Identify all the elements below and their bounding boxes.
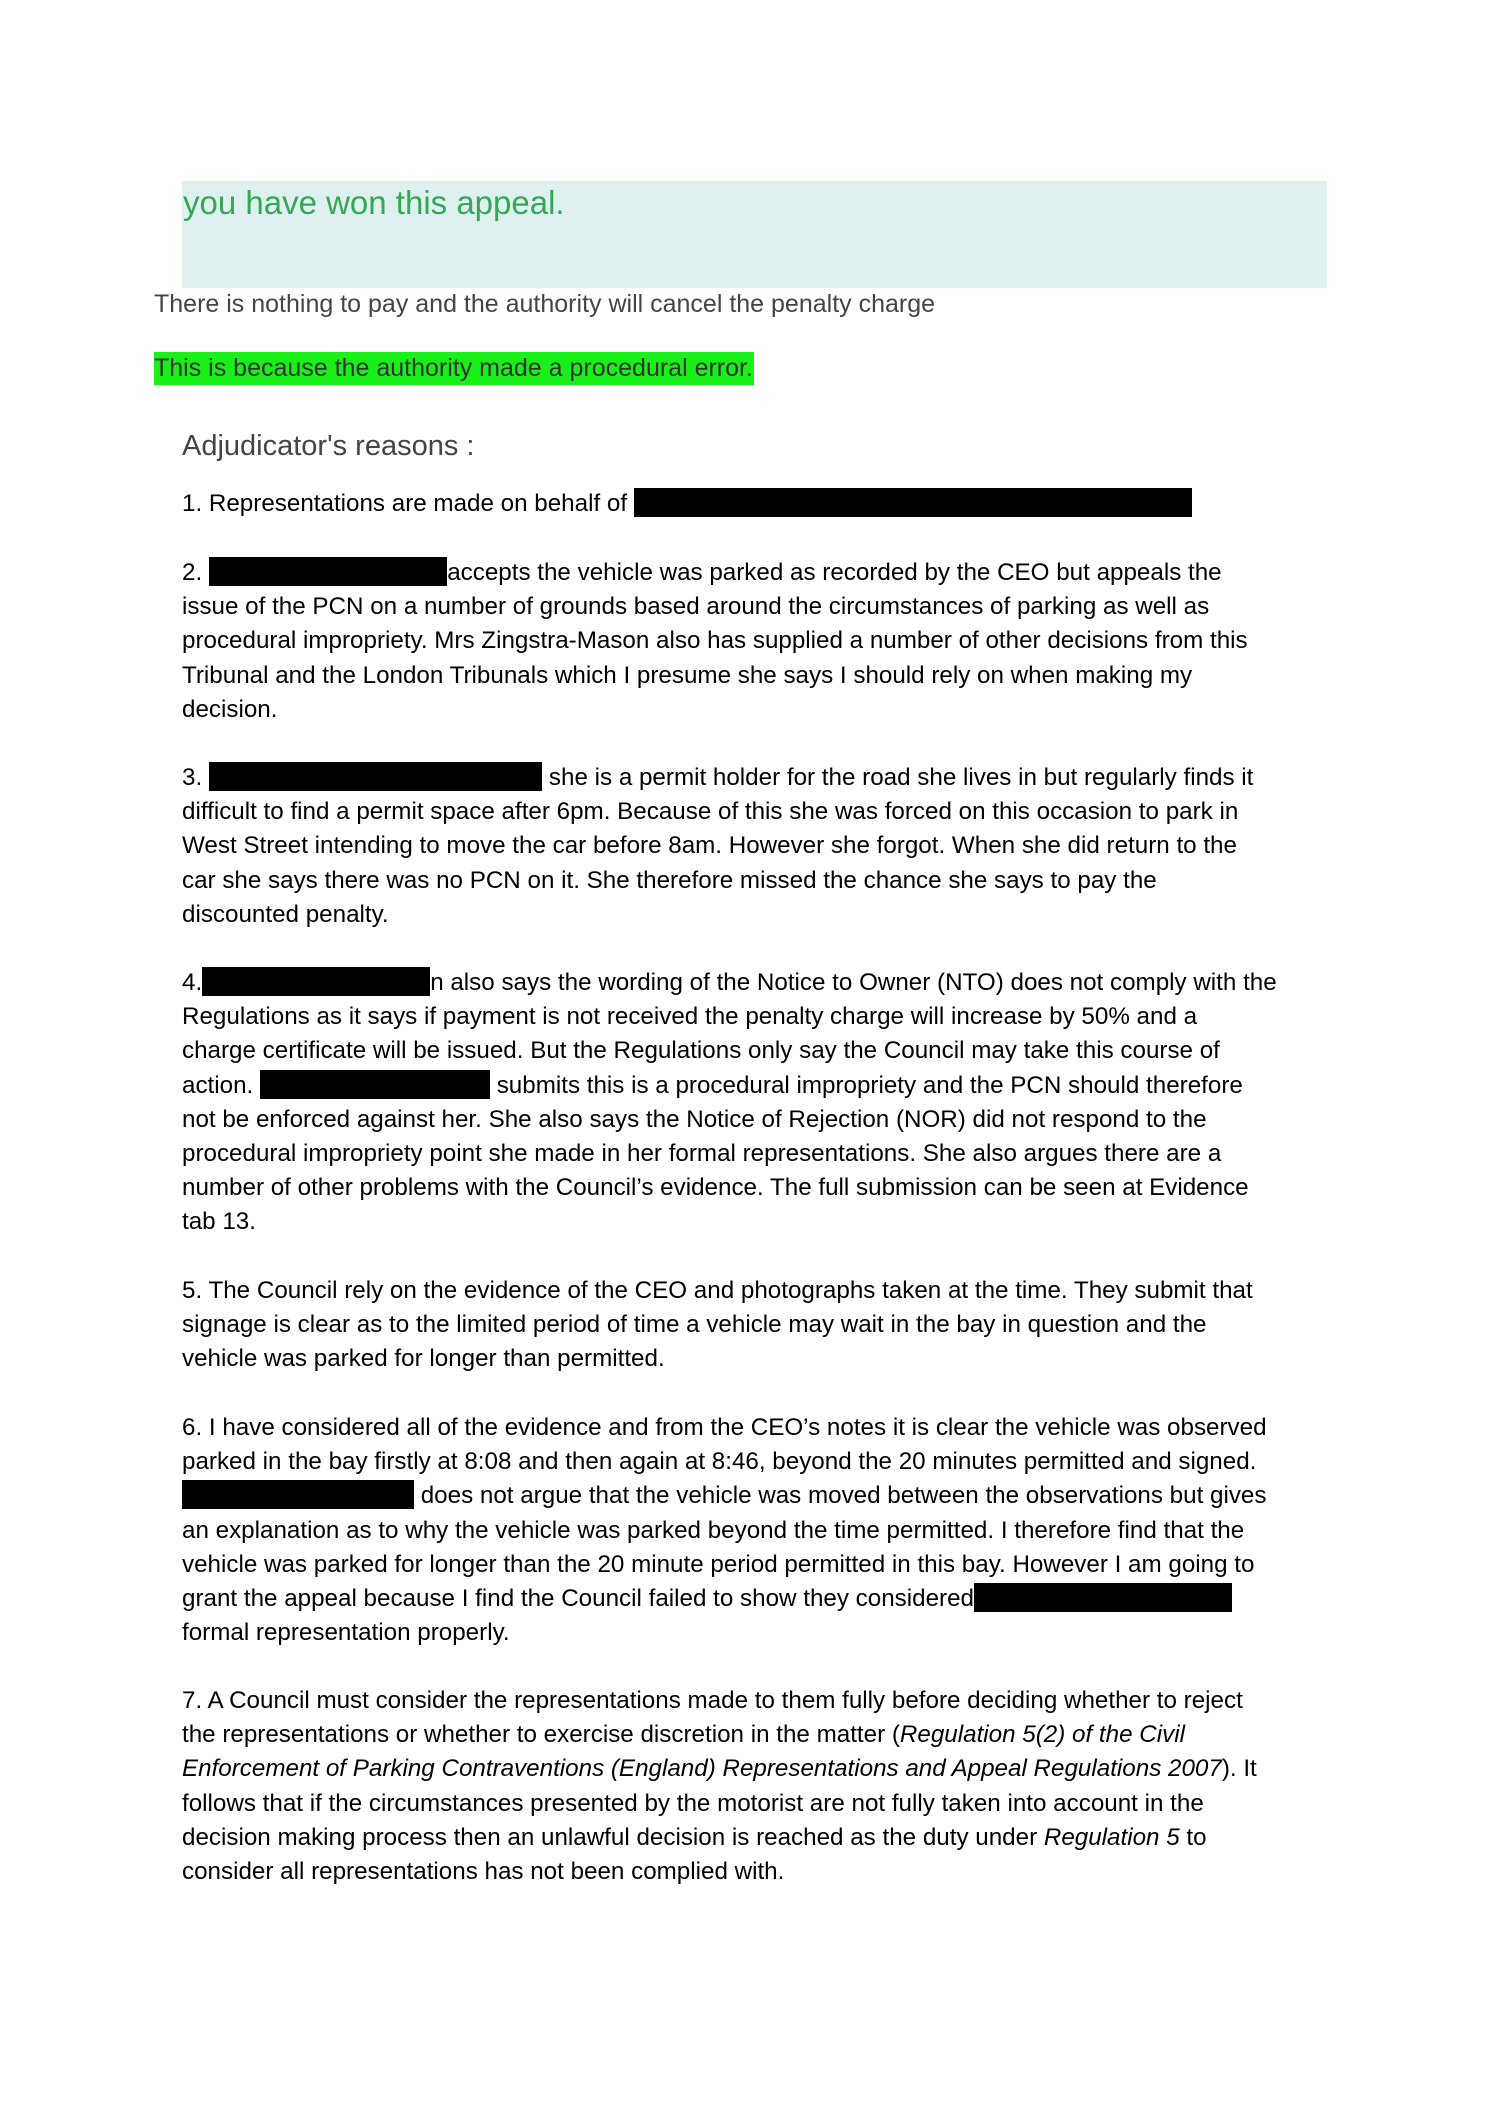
paragraph-line: decision making process then an unlawful decision is reached as the duty under [182,1823,1044,1851]
paragraph-line: tab 13. [182,1208,256,1236]
paragraph-line: action. [182,1071,260,1099]
nothing-to-pay-text: There is nothing to pay and the authority will cancel the penalty charge [154,290,936,318]
reason-paragraph-1 [182,487,1347,521]
paragraph-line: accepts the vehicle was parked as recorded by the CEO but appeals the [447,559,1222,586]
paragraph-line: vehicle was parked for longer than permitted. [182,1345,665,1373]
paragraph-number: 2. [182,559,203,586]
paragraph-line: follows that if the circumstances presented by the motorist are not fully taken into account in the [182,1789,1204,1817]
paragraph-line: n also says the wording of the Notice to Owner (NTO) does not comply with the [430,969,1277,996]
regulation-citation: Enforcement of Parking Contraventions (England) Representations and Appeal Regulations 2007 [182,1755,1222,1783]
paragraph-line: Tribunal and the London Tribunals which I presume she says I should rely on when making my [182,661,1193,689]
redaction-block [202,967,430,996]
reasons-heading: Adjudicator's reasons : [182,430,475,462]
redaction-block [182,1480,414,1509]
paragraph-line: 5. The Council rely on the evidence of the CEO and photographs taken at the time. They submit that [182,1277,1253,1304]
redaction-block [974,1583,1232,1612]
paragraph-line: Regulations as it says if payment is not received the penalty charge will increase by 50% and a [182,1003,1198,1031]
paragraph-line: vehicle was parked for longer than the 20 minute period permitted in this bay. However I am going to [182,1550,1255,1578]
paragraph-line: discounted penalty. [182,900,389,928]
paragraph-line: 7. A Council must consider the representations made to them fully before deciding whether to reject [182,1687,1243,1714]
paragraph-line: does not argue that the vehicle was moved between the observations but gives [414,1482,1267,1510]
outcome-reason-highlight: This is because the authority made a procedural error. [154,352,754,385]
redaction-block [260,1070,490,1099]
paragraph-line: West Street intending to move the car before 8am. However she forgot. When she did return to the [182,832,1237,860]
paragraph-line: an explanation as to why the vehicle was parked beyond the time permitted. I therefore find that the [182,1516,1245,1544]
paragraph-line: consider all representations has not been complied with. [182,1858,785,1886]
paragraph-line: parked in the bay firstly at 8:08 and then again at 8:46, beyond the 20 minutes permitted and signed. [182,1448,1257,1476]
outcome-title: you have won this appeal. [183,184,565,221]
paragraph-line: charge certificate will be issued. But the Regulations only say the Council may take this course of [182,1037,1220,1065]
paragraph-line: 6. I have considered all of the evidence and from the CEO’s notes it is clear the vehicle was observed [182,1414,1267,1441]
paragraph-line: car she says there was no PCN on it. She therefore missed the chance she says to pay the [182,866,1157,894]
paragraph-line: issue of the PCN on a number of grounds based around the circumstances of parking as well as [182,593,1210,621]
paragraph-line: procedural impropriety. Mrs Zingstra-Mason also has supplied a number of other decisions from this [182,627,1248,655]
paragraph-line: procedural impropriety point she made in her formal representations. She also argues there are a [182,1140,1222,1168]
reason-paragraph-7 [182,1684,1347,1889]
paragraph-number: 4. [182,969,203,996]
paragraph-line: grant the appeal because I find the Council failed to show they considered [182,1585,974,1613]
paragraph-line: ). It [1221,1755,1257,1783]
reason-paragraph-2 [182,556,1347,727]
regulation-citation: Regulation 5(2) of the Civil [899,1721,1185,1749]
redaction-block [634,488,1192,517]
paragraph-line: to [1179,1823,1207,1851]
paragraph-line: signage is clear as to the limited period of time a vehicle may wait in the bay in question and the [182,1311,1207,1339]
paragraph-line: formal representation properly. [182,1619,510,1647]
reason-paragraph-3 [182,761,1347,932]
paragraph-line: difficult to find a permit space after 6pm. Because of this she was forced on this occasion to park in [182,798,1239,826]
reason-paragraph-4 [182,966,1347,1240]
redaction-block [209,762,542,791]
reason-paragraph-5 [182,1274,1347,1377]
paragraph-line: not be enforced against her. She also says the Notice of Rejection (NOR) did not respond to the [182,1105,1207,1133]
paragraph-line: number of other problems with the Council’s evidence. The full submission can be seen at Evidence [182,1174,1249,1202]
paragraph-line: she is a permit holder for the road she lives in but regularly finds it [542,764,1254,791]
regulation-citation: Regulation 5 [1043,1823,1180,1851]
paragraph-line: decision. [182,695,278,723]
redaction-block [209,557,447,586]
paragraph-text: 1. Representations are made on behalf of [182,490,634,517]
paragraph-number: 3. [182,764,203,791]
reason-paragraph-6 [182,1411,1347,1650]
paragraph-line: submits this is a procedural impropriety and the PCN should therefore [489,1071,1243,1099]
paragraph-line: the representations or whether to exercise discretion in the matter ( [182,1721,900,1749]
